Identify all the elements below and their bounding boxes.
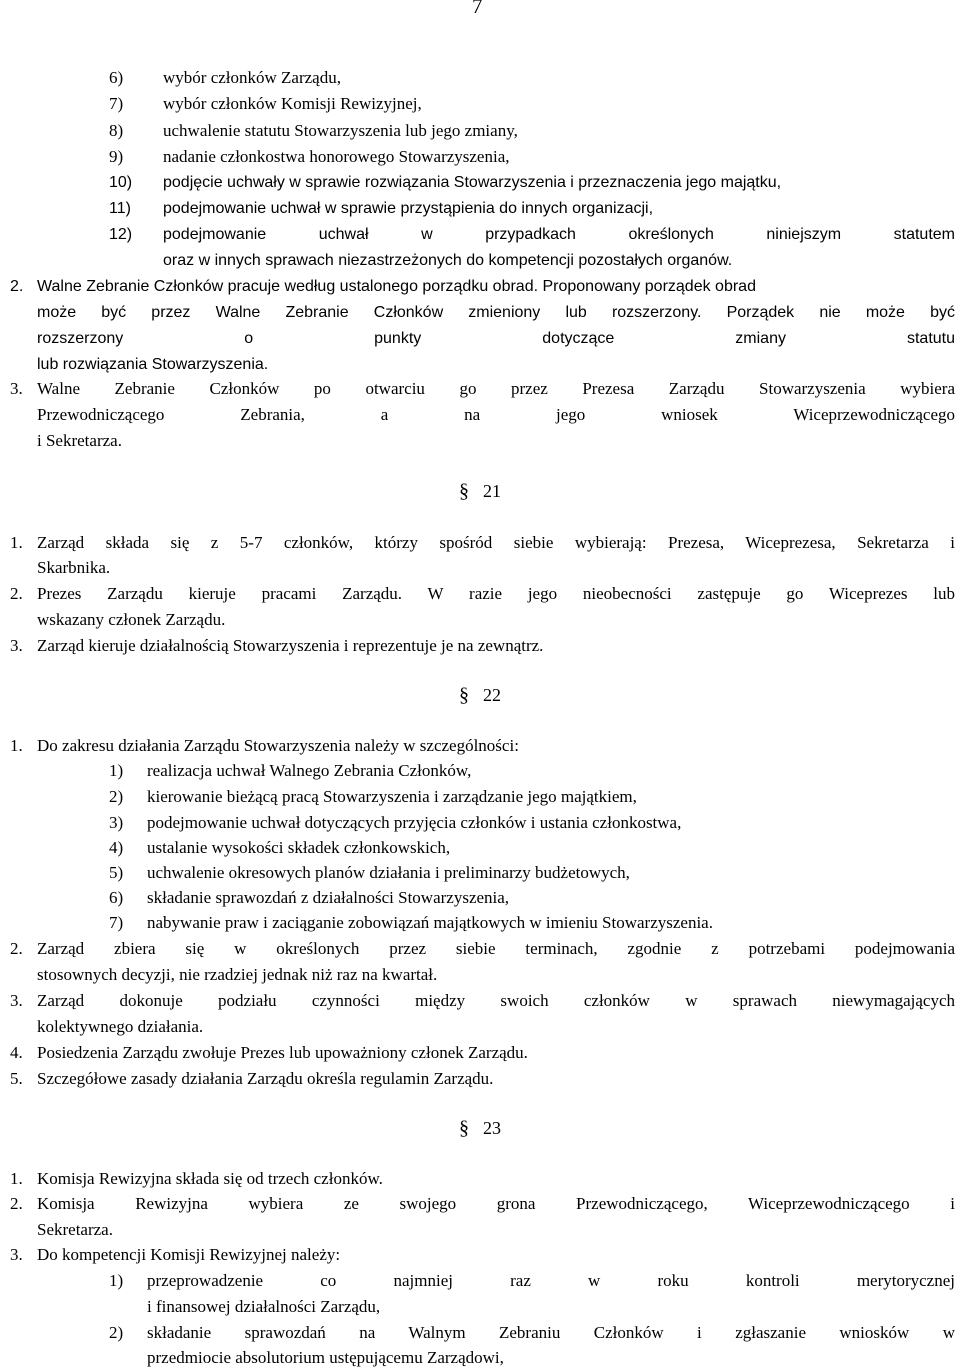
list-item: 6) składanie sprawozdań z działalności Stowarzyszenia, xyxy=(109,888,510,907)
paragraph-line: wskazany członek Zarządu. xyxy=(37,610,226,629)
list-item: 9) nadanie członkostwa honorowego Stowarzyszenia, xyxy=(109,147,510,166)
list-item: 5) uchwalenie okresowych planów działania i preliminarzy budżetowych, xyxy=(109,863,630,882)
paragraph: 3. Zarząd kieruje działalnością Stowarzyszenia i reprezentuje je na zewnątrz. xyxy=(10,636,544,655)
list-item: 11) podejmowanie uchwał w sprawie przystąpienia do innych organizacji, xyxy=(109,200,654,217)
list-item: 7) wybór członków Komisji Rewizyjnej, xyxy=(109,94,422,113)
paragraph: 5. Szczegółowe zasady działania Zarządu określa regulamin Zarządu. xyxy=(10,1069,494,1088)
list-item: 2) składanie sprawozdań na Walnym Zebraniu Członków i zgłaszanie wniosków w xyxy=(109,1323,955,1342)
paragraph: 1. Zarząd składa się z 5-7 członków, którzy spośród siebie wybierają: Prezesa, Wiceprezesa, Sekretarza i xyxy=(10,533,955,552)
paragraph-line: Przewodniczącego Zebrania, a na jego wniosek Wiceprzewodniczącego xyxy=(37,405,955,424)
list-item-continuation: oraz w innych sprawach niezastrzeżonych do kompetencji pozostałych organów. xyxy=(163,252,733,269)
paragraph: 2. Zarząd zbiera się w określonych przez siebie terminach, zgodnie z potrzebami podejmowania xyxy=(10,939,955,958)
paragraph: 3. Walne Zebranie Członków po otwarciu go przez Prezesa Zarządu Stowarzyszenia wybiera xyxy=(10,379,955,398)
paragraph: 4. Posiedzenia Zarządu zwołuje Prezes lub upoważniony członek Zarządu. xyxy=(10,1043,528,1062)
paragraph: 2. Walne Zebranie Członków pracuje według ustalonego porządku obrad. Proponowany porządek obrad xyxy=(10,278,756,295)
paragraph: 2. Prezes Zarządu kieruje pracami Zarządu. W razie jego nieobecności zastępuje go Wiceprezes lub xyxy=(10,584,955,603)
paragraph-line: lub rozwiązania Stowarzyszenia. xyxy=(37,356,269,373)
list-item: 12) podejmowanie uchwał w przypadkach określonych niniejszym statutem xyxy=(109,226,955,243)
list-item: 1) przeprowadzenie co najmniej raz w roku kontroli merytorycznej xyxy=(109,1271,955,1290)
paragraph: 1. Komisja Rewizyjna składa się od trzech członków. xyxy=(10,1169,383,1188)
paragraph-line: kolektywnego działania. xyxy=(37,1017,204,1036)
list-item-continuation: i finansowej działalności Zarządu, xyxy=(147,1297,381,1316)
list-item-continuation: przedmiocie absolutorium ustępującemu Zarządowi, xyxy=(147,1348,504,1367)
list-item: 3) podejmowanie uchwał dotyczących przyjęcia członków i ustania członkostwa, xyxy=(109,813,682,832)
list-item: 1) realizacja uchwał Walnego Zebrania Członków, xyxy=(109,761,472,780)
paragraph-line: rozszerzony o punkty dotyczące zmiany statutu xyxy=(37,330,955,347)
list-item: 6) wybór członków Zarządu, xyxy=(109,68,341,87)
paragraph-line: Sekretarza. xyxy=(37,1220,113,1239)
paragraph-line: i Sekretarza. xyxy=(37,431,122,450)
paragraph-line: stosownych decyzji, nie rzadziej jednak niż raz na kwartał. xyxy=(37,965,438,984)
list-item: 8) uchwalenie statutu Stowarzyszenia lub jego zmiany, xyxy=(109,121,518,140)
section-heading: § 21 xyxy=(459,480,501,502)
list-item: 4) ustalanie wysokości składek członkowskich, xyxy=(109,838,451,857)
page-number: 7 xyxy=(472,0,483,18)
list-item: 2) kierowanie bieżącą pracą Stowarzyszenia i zarządzanie jego majątkiem, xyxy=(109,787,637,806)
section-heading: § 22 xyxy=(459,684,501,706)
list-item: 10) podjęcie uchwały w sprawie rozwiązania Stowarzyszenia i przeznaczenia jego majątku, xyxy=(109,174,782,191)
paragraph: 3. Zarząd dokonuje podziału czynności między swoich członków w sprawach niewymagających xyxy=(10,991,955,1010)
paragraph-line: może być przez Walne Zebranie Członków zmieniony lub rozszerzony. Porządek nie może być xyxy=(37,304,955,321)
paragraph-line: Skarbnika. xyxy=(37,558,111,577)
paragraph: 3. Do kompetencji Komisji Rewizyjnej należy: xyxy=(10,1245,341,1264)
list-item: 7) nabywanie praw i zaciąganie zobowiązań majątkowych w imieniu Stowarzyszenia. xyxy=(109,913,713,932)
section-heading: § 23 xyxy=(459,1117,501,1139)
paragraph: 1. Do zakresu działania Zarządu Stowarzyszenia należy w szczególności: xyxy=(10,736,519,755)
paragraph: 2. Komisja Rewizyjna wybiera ze swojego grona Przewodniczącego, Wiceprzewodniczącego i xyxy=(10,1194,955,1213)
